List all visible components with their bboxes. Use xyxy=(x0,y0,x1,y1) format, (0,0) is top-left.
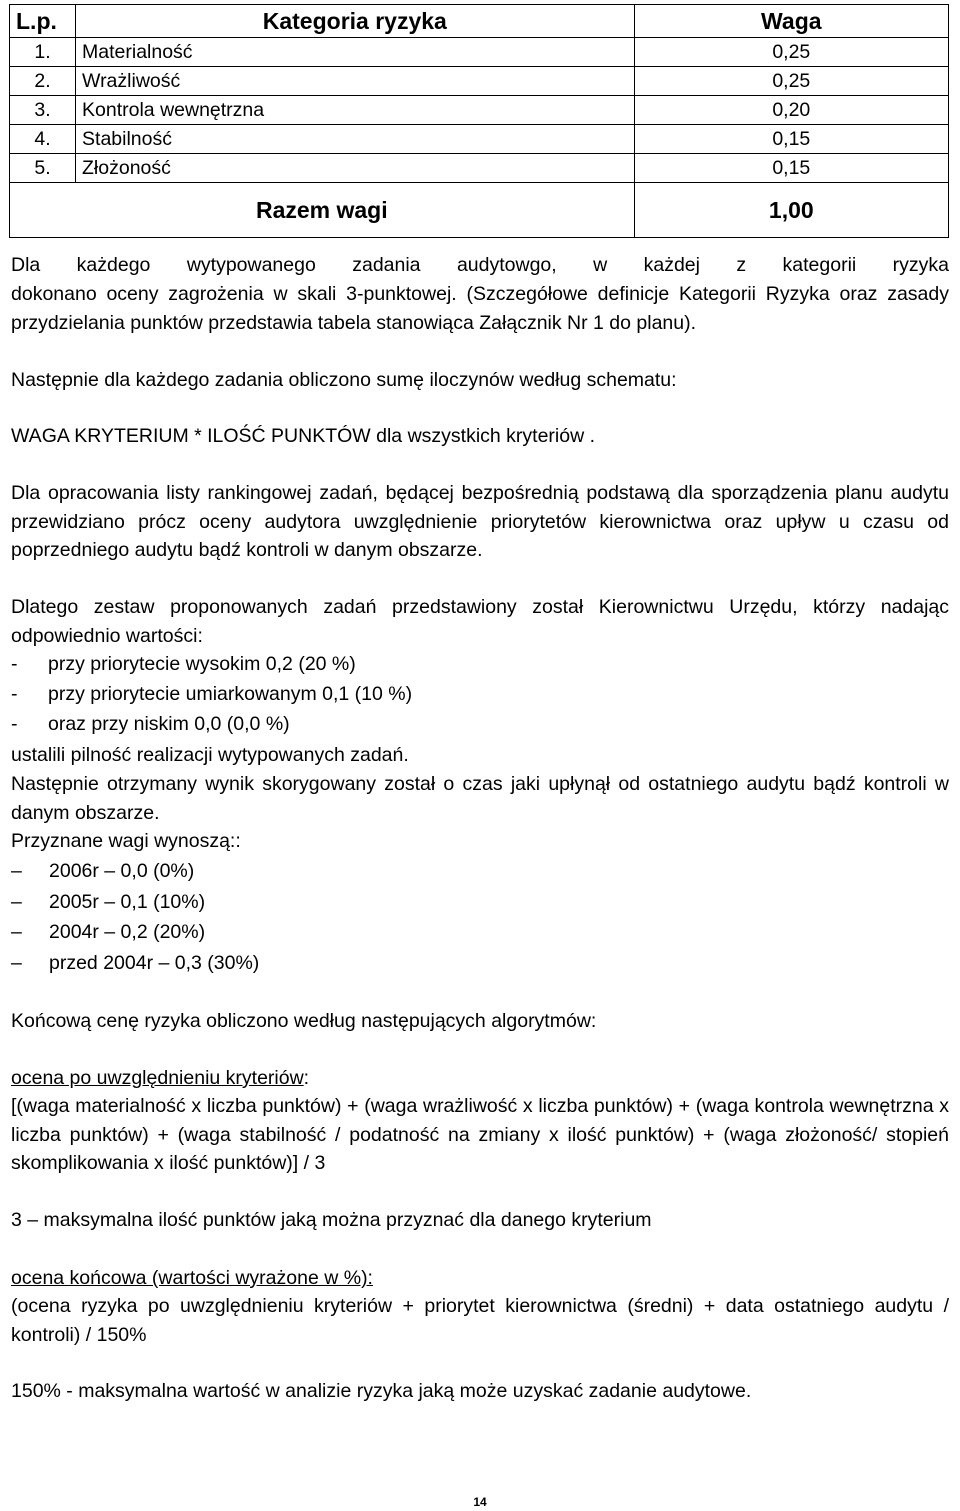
dash-marker: - xyxy=(11,713,18,735)
table-row xyxy=(10,96,949,125)
heading-criteria-text: ocena po uwzględnieniu kryteriów xyxy=(11,1067,304,1089)
paragraph-management: Dlatego zestaw proponowanych zadań przedstawiony został Kierownictwu Urzędu, którzy nadając odpowiednio wartości: xyxy=(11,596,949,647)
table-header-row xyxy=(10,5,949,38)
bullet-marker: – xyxy=(11,921,22,943)
row-category: Materialność xyxy=(76,38,635,67)
bullet-marker: – xyxy=(11,891,22,913)
row-category: Złożoność xyxy=(76,154,635,183)
row-weight: 0,15 xyxy=(634,125,948,154)
paragraph-ranking: Dla opracowania listy rankingowej zadań, będącej bezpośrednią podstawą dla sporządzenia planu audytu przewidziano prócz oceny audytora uwzględnienie priorytetów kierownictwa oraz upływ u czasu od poprzedniego audytu bądź kontroli w danym obszarze. xyxy=(11,482,949,562)
row-category: Wrażliwość xyxy=(76,67,635,96)
year-text: 2006r – 0,0 (0%) xyxy=(49,860,195,882)
dash-marker: - xyxy=(11,653,18,675)
bullet-marker: – xyxy=(11,860,22,882)
year-item xyxy=(11,948,259,978)
row-lp: 3. xyxy=(10,96,76,125)
row-category: Kontrola wewnętrzna xyxy=(76,96,635,125)
priority-item xyxy=(11,709,290,739)
row-lp: 2. xyxy=(10,67,76,96)
header-weight: Waga xyxy=(634,5,948,38)
row-weight: 0,15 xyxy=(634,154,948,183)
row-weight: 0,20 xyxy=(634,96,948,125)
paragraph-intro-line1: Dla każdego wytypowanego zadania audytowgo, w każdej z kategorii ryzyka xyxy=(11,254,949,276)
year-item xyxy=(11,856,194,886)
page-number: 14 xyxy=(473,1495,487,1509)
formula-criteria: [(waga materialność x liczba punktów) + (waga wrażliwość x liczba punktów) + (waga kontrola wewnętrzna x liczba punktów) + (waga stabilność / podatność na zmiany x ilość punktów) + (waga złożoność/ stopień skomplikowania x ilość punktów)] / 3 xyxy=(11,1095,949,1175)
paragraph-urgency: ustalili pilność realizacji wytypowanych zadań. xyxy=(11,744,409,766)
table-row xyxy=(10,125,949,154)
row-category: Stabilność xyxy=(76,125,635,154)
note-max-points: 3 – maksymalna ilość punktów jaką można przyznać dla danego kryterium xyxy=(11,1209,652,1231)
row-lp: 1. xyxy=(10,38,76,67)
paragraph-schema: Następnie dla każdego zadania obliczono sumę iloczynów według schematu: xyxy=(11,369,677,391)
year-text: 2004r – 0,2 (20%) xyxy=(49,921,206,943)
priority-text: przy priorytecie wysokim 0,2 (20 %) xyxy=(48,653,356,675)
heading-final: ocena końcowa (wartości wyrażone w %): xyxy=(11,1267,373,1289)
paragraph-correction: Następnie otrzymany wynik skorygowany został o czas jaki upłynął od ostatniego audytu bądź kontroli w danym obszarze. xyxy=(11,773,949,824)
year-item xyxy=(11,917,205,947)
header-category: Kategoria ryzyka xyxy=(76,5,635,38)
total-value: 1,00 xyxy=(634,183,948,238)
row-weight: 0,25 xyxy=(634,38,948,67)
note-max-value: 150% - maksymalna wartość w analizie ryzyka jaką może uzyskać zadanie audytowe. xyxy=(11,1380,752,1402)
row-lp: 5. xyxy=(10,154,76,183)
table-row xyxy=(10,154,949,183)
formula-weight-points: WAGA KRYTERIUM * ILOŚĆ PUNKTÓW dla wszystkich kryteriów . xyxy=(11,425,596,447)
formula-final: (ocena ryzyka po uwzględnieniu kryteriów + priorytet kierownictwa (średni) + data ostatniego audytu / kontroli) / 150% xyxy=(11,1295,949,1346)
priority-text: przy priorytecie umiarkowanym 0,1 (10 %) xyxy=(48,683,413,705)
row-lp: 4. xyxy=(10,125,76,154)
paragraph-algorithms: Końcową cenę ryzyka obliczono według następujących algorytmów: xyxy=(11,1010,597,1032)
year-text: przed 2004r – 0,3 (30%) xyxy=(49,952,260,974)
header-lp: L.p. xyxy=(10,5,76,38)
priority-item xyxy=(11,649,356,679)
heading-criteria xyxy=(11,1064,949,1093)
priority-text: oraz przy niskim 0,0 (0,0 %) xyxy=(48,713,290,735)
row-weight: 0,25 xyxy=(634,67,948,96)
paragraph-weights-intro: Przyznane wagi wynoszą:: xyxy=(11,830,241,852)
year-text: 2005r – 0,1 (10%) xyxy=(49,891,206,913)
total-label: Razem wagi xyxy=(10,183,635,238)
bullet-marker: – xyxy=(11,952,22,974)
risk-weights-table xyxy=(9,4,949,238)
table-total-row xyxy=(10,183,949,238)
table-row xyxy=(10,38,949,67)
heading-criteria-colon: : xyxy=(303,1067,310,1089)
table-row xyxy=(10,67,949,96)
priority-item xyxy=(11,679,412,709)
paragraph-intro: dokonano oceny zagrożenia w skali 3-punktowej. (Szczegółowe definicje Kategorii Ryzyka oraz zasady przydzielania punktów przedstawia tabela stanowiąca Załącznik Nr 1 do planu). xyxy=(11,283,949,334)
dash-marker: - xyxy=(11,683,18,705)
year-item xyxy=(11,887,205,917)
